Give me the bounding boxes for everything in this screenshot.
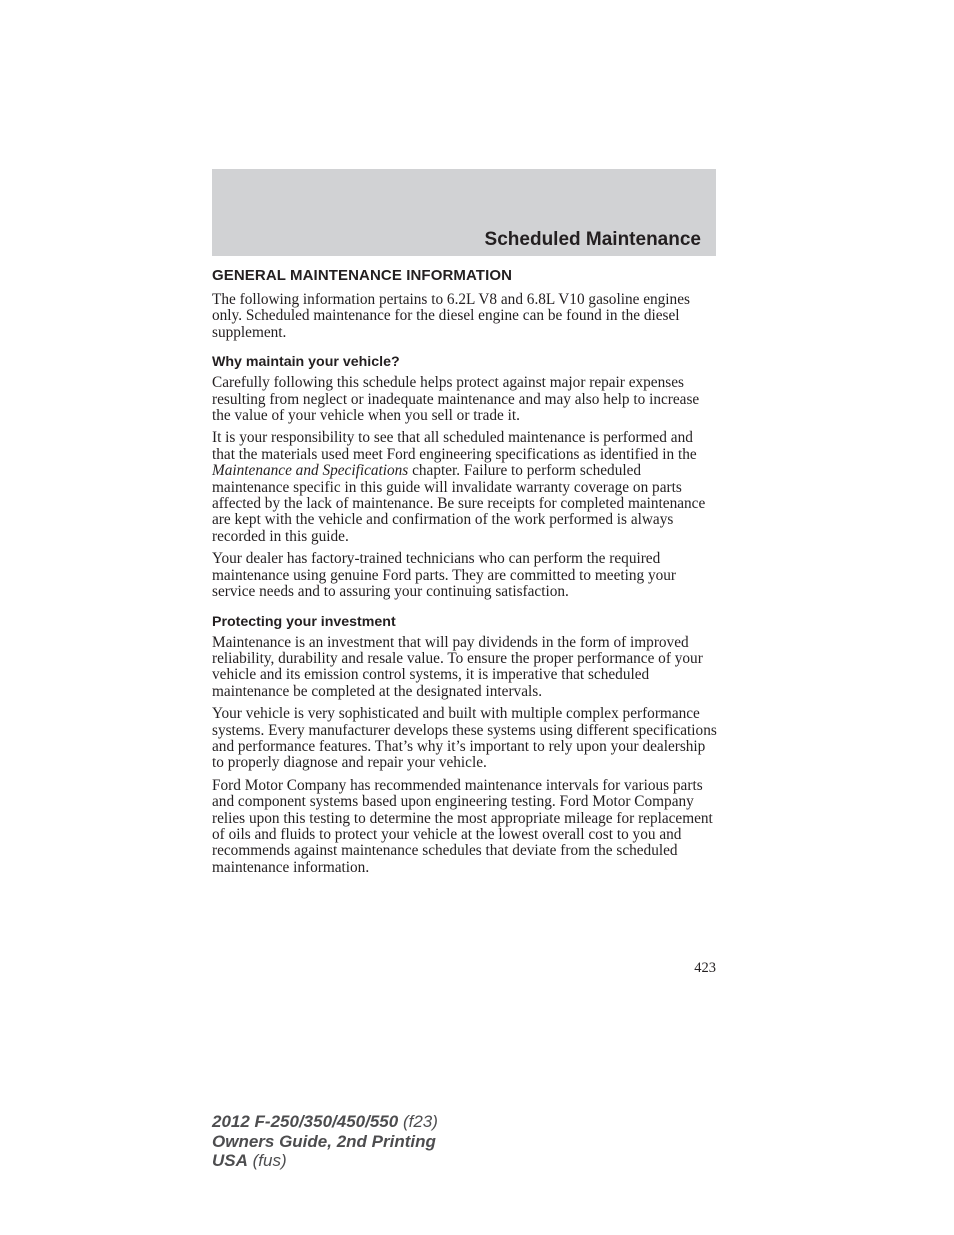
why-maintain-paragraph-2 — [212, 430, 718, 545]
footer-printing: Owners Guide, 2nd Printing — [212, 1131, 436, 1151]
footer-line-2 — [212, 1132, 438, 1152]
document-footer — [212, 1112, 438, 1171]
page-content — [212, 266, 718, 882]
p2-text-start: It is your responsibility to see that all scheduled maintenance is performed and that the materials used meet Ford engineering specifications as identified in the — [212, 429, 697, 463]
protecting-paragraph-3: Ford Motor Company has recommended maintenance intervals for various parts and component systems based upon engineering testing. Ford Motor Company relies upon this testing to determine the most appropriate mileage for replacement of oils and fluids to protect your vehicle at the lowest overall cost to you and recommends against maintenance schedules that deviate from the scheduled maintenance information. — [212, 776, 713, 876]
protecting-paragraph-2: Your vehicle is very sophisticated and built with multiple complex performance systems. Every manufacturer develops these systems using different specifications and performance features. That’s why it’s important to rely upon your dealership to properly diagnose and repair your vehicle. — [212, 705, 717, 772]
footer-model-code: (f23) — [402, 1112, 438, 1131]
p2-text-end: chapter. Failure to perform scheduled maintenance specific in this guide will invalidate warranty coverage on parts affected by the lack of maintenance. Be sure receipts for completed maintenance are kept with the vehicle and confirmation of the work performed is always recorded in this guide. — [212, 462, 706, 545]
intro-paragraph: The following information pertains to 6.2L V8 and 6.8L V10 gasoline engines only. Scheduled maintenance for the diesel engine can be found in the diesel supplement. — [212, 291, 690, 341]
footer-line-1 — [212, 1112, 438, 1132]
why-maintain-paragraph-3: Your dealer has factory-trained technicians who can perform the required maintenance using genuine Ford parts. They are committed to meeting your service needs and to assuring your continuing satisfaction. — [212, 550, 677, 601]
protecting-paragraph-1: Maintenance is an investment that will pay dividends in the form of improved reliability, durability and resale value. To ensure the proper performance of your vehicle and its emission control systems, it is imperative that scheduled maintenance be completed at the designated intervals. — [212, 633, 703, 700]
why-maintain-heading: Why maintain your vehicle? — [212, 354, 400, 371]
chapter-title: Scheduled Maintenance — [484, 229, 701, 250]
chapter-reference: Maintenance and Specifications — [212, 462, 409, 480]
page-number: 423 — [694, 960, 716, 976]
footer-market-code: (fus) — [252, 1151, 287, 1170]
chapter-header-band — [212, 169, 716, 256]
footer-line-3 — [212, 1151, 438, 1171]
footer-market: USA — [212, 1151, 248, 1170]
protecting-investment-heading: Protecting your investment — [212, 613, 396, 630]
footer-model: 2012 F-250/350/450/550 — [212, 1112, 399, 1131]
why-maintain-paragraph-1: Carefully following this schedule helps protect against major repair expenses resulting from neglect or inadequate maintenance and may also help to increase the value of your vehicle when you sell or trade it. — [212, 374, 700, 425]
section-title: GENERAL MAINTENANCE INFORMATION — [212, 267, 513, 284]
